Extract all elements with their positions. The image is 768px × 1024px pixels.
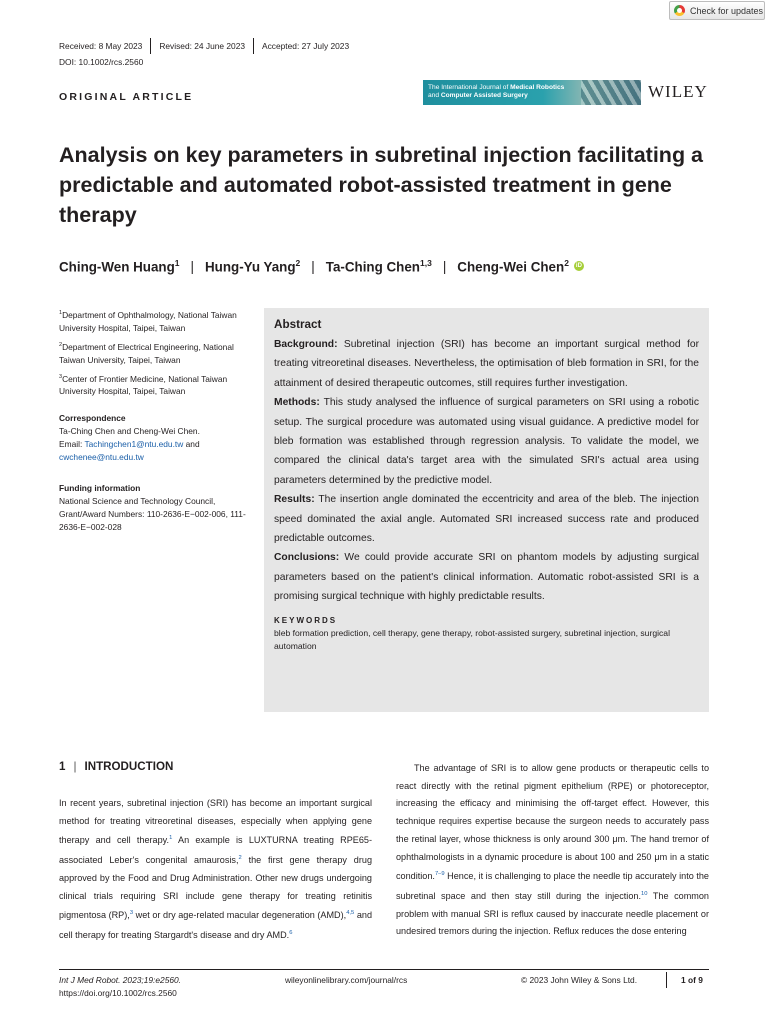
banner-graphic bbox=[581, 80, 641, 105]
article-type: ORIGINAL ARTICLE bbox=[59, 91, 194, 103]
banner-text-bold2: Computer Assisted Surgery bbox=[440, 92, 528, 99]
citation-link[interactable]: 6 bbox=[289, 930, 293, 937]
affiliation-3: $^3$Center of Frontier Medicine, National Taiwan University Hospital, Taipei, Taiwan bbox=[59, 373, 228, 397]
publisher-logo: WILEY bbox=[648, 82, 708, 101]
footer-doi-link[interactable]: https://doi.org/10.1002/rcs.2560 bbox=[59, 988, 177, 998]
footer-rule bbox=[59, 969, 709, 970]
body-column-left bbox=[59, 795, 372, 945]
correspondence bbox=[59, 412, 254, 464]
orcid-icon[interactable]: iD bbox=[575, 263, 582, 270]
body-column-right bbox=[396, 760, 709, 941]
author-1[interactable]: Ching-Wen Huang$^1$ bbox=[59, 258, 180, 275]
citation-link[interactable]: 10 bbox=[640, 890, 648, 897]
article-title: Analysis on key parameters in subretinal injection facilitating a predictable and automated robot-assisted treatment in gene therapy bbox=[59, 143, 704, 227]
affiliations bbox=[59, 307, 254, 402]
abstract-box bbox=[264, 308, 709, 712]
funding-text: National Science and Technology Council, Grant/Award Numbers: 110-2636-E−002-006, 111-2636-E−002-028 bbox=[59, 496, 246, 532]
banner-text-line2: and bbox=[428, 92, 441, 99]
footer-citation: Int J Med Robot. 2023;19:e2560. https://doi.org/10.1002/rcs.2560 bbox=[59, 975, 181, 998]
footer-divider bbox=[666, 972, 667, 988]
page-number: 1 of 9 bbox=[681, 975, 703, 985]
abstract-methods: Methods: This study analysed the influence of surgical parameters on SRI using a robotic setup. The surgical procedure was automated using visual guidance. A predictive model for bleb formation was established through regression analysis. To validate the model, we compared the clinical data's target area with the simulated SRI's actual area using parameters determined by the predictive model. bbox=[274, 397, 699, 486]
funding-heading: Funding information bbox=[59, 483, 141, 493]
abstract-heading: Abstract bbox=[274, 318, 322, 331]
banner-text-prefix: The International Journal of bbox=[428, 84, 511, 91]
body-text: In recent years, subretinal injection (SRI) has become an important surgical method for treating vitreoretinal diseases, especially when applying gene therapy and cell therapy. bbox=[59, 798, 372, 846]
author-3[interactable]: Ta-Ching Chen$^{1,3}$ bbox=[325, 258, 432, 275]
email-link-2[interactable]: cwchenee@ntu.edu.tw bbox=[59, 452, 144, 462]
abstract-background: Background: Subretinal injection (SRI) has become an important surgical method for treating vitreoretinal diseases. Nevertheless, the optimisation of bleb formation in SRI, for the attainment of desired therapeutic outcomes, still requires further investigation. bbox=[274, 339, 699, 389]
check-for-updates-button[interactable] bbox=[669, 1, 765, 20]
body-text: The common problem with manual SRI is reflux caused by inaccurate needle placement or undesired tremors during the injection. Reflux reduces the dose entering bbox=[396, 890, 709, 937]
footer-copyright: © 2023 John Wiley & Sons Ltd. bbox=[521, 975, 638, 985]
citation-link[interactable]: 1 bbox=[169, 835, 173, 842]
author-2[interactable]: Hung-Yu Yang$^2$ bbox=[205, 258, 301, 275]
body-text: Hence, it is challenging to place the needle tip accurately into the subretinal space and then stay still during the injection. bbox=[396, 871, 709, 901]
keywords-text: bleb formation prediction, cell therapy, gene therapy, robot-assisted surgery, subretinal injection, surgical automation bbox=[274, 627, 670, 652]
citation-link[interactable]: 2 bbox=[238, 855, 242, 862]
body-text: The advantage of SRI is to allow gene products or therapeutic cells to react directly with the retinal pigment epithelium (RPE) or photoreceptor, increasing the efficacy and minimising the off-target effect. However, this technique requires expertise because the surgeon needs to accurately pass the retinal layer, whose thickness is only around 300 μm. The hand tremor of ophthalmologists in a dynamic procedure is about 100 and 250 μm in a static condition. bbox=[396, 763, 709, 882]
revised-date: Revised: 24 June 2023 bbox=[150, 38, 253, 54]
funding-info bbox=[59, 482, 254, 534]
section-heading bbox=[59, 760, 173, 773]
keywords-heading: KEYWORDS bbox=[274, 615, 338, 625]
received-date: Received: 8 May 2023 bbox=[59, 41, 143, 51]
body-text: wet or dry age-related macular degeneration (AMD), bbox=[133, 910, 347, 921]
author-separator: | bbox=[311, 258, 315, 274]
email-link-1[interactable]: Tachingchen1@ntu.edu.tw bbox=[84, 439, 184, 449]
author-separator: | bbox=[190, 258, 195, 274]
footer-journal-url[interactable]: wileyonlinelibrary.com/journal/rcs bbox=[285, 975, 408, 985]
section-divider: | bbox=[73, 760, 77, 773]
journal-banner bbox=[423, 80, 641, 105]
body-text: and cell therapy for treating Stargardt's disease and dry AMD. bbox=[59, 910, 372, 941]
section-number: 1 bbox=[59, 760, 66, 773]
article-dates bbox=[59, 38, 357, 54]
author-list bbox=[59, 258, 584, 274]
email-label: Email: bbox=[59, 439, 85, 449]
correspondence-heading: Correspondence bbox=[59, 413, 126, 423]
body-text: An example is LUXTURNA treating RPE65-associated Leber's congenital amaurosis, bbox=[59, 835, 372, 866]
accepted-date: Accepted: 27 July 2023 bbox=[253, 38, 357, 54]
citation-link[interactable]: 7–9 bbox=[434, 871, 445, 878]
abstract-results: Results: The insertion angle dominated the eccentricity and area of the bleb. The injection speed dominated the axial angle. Automated SRI increased success rate and produced predictable outcomes. bbox=[274, 494, 699, 545]
correspondence-names: Ta-Ching Chen and Cheng-Wei Chen. bbox=[59, 426, 200, 436]
email-and: and bbox=[183, 439, 200, 449]
crossmark-icon bbox=[674, 5, 685, 16]
section-title: INTRODUCTION bbox=[84, 760, 174, 773]
affiliation-1: $^1$Department of Ophthalmology, National Taiwan University Hospital, Taipei, Taiwan bbox=[59, 309, 237, 333]
author-separator: | bbox=[442, 258, 447, 274]
check-for-updates-label: Check for updates bbox=[690, 5, 764, 16]
citation-link[interactable]: 3 bbox=[129, 910, 134, 917]
abstract-conclusions: Conclusions: We could provide accurate SRI on phantom models by adjusting surgical parameters based on the patient's clinical information. Automatic robot-assisted SRI is a promising surgical technique with highly predictable results. bbox=[274, 552, 699, 603]
doi-line: DOI: 10.1002/rcs.2560 bbox=[59, 57, 144, 67]
author-4[interactable]: Cheng-Wei Chen$^2$ bbox=[457, 258, 569, 275]
banner-text-bold1: Medical Robotics bbox=[510, 84, 565, 91]
citation-link[interactable]: 4,5 bbox=[346, 910, 355, 917]
affiliation-2: $^2$Department of Electrical Engineering, National Taiwan University, Taipei, Taiwan bbox=[59, 341, 234, 365]
body-text: the first gene therapy drug approved by the Food and Drug Administration. Other new drugs undergoing clinical trials requiring SRI include gene therapy for treating retinitis pigmentosa (RP), bbox=[59, 855, 372, 921]
